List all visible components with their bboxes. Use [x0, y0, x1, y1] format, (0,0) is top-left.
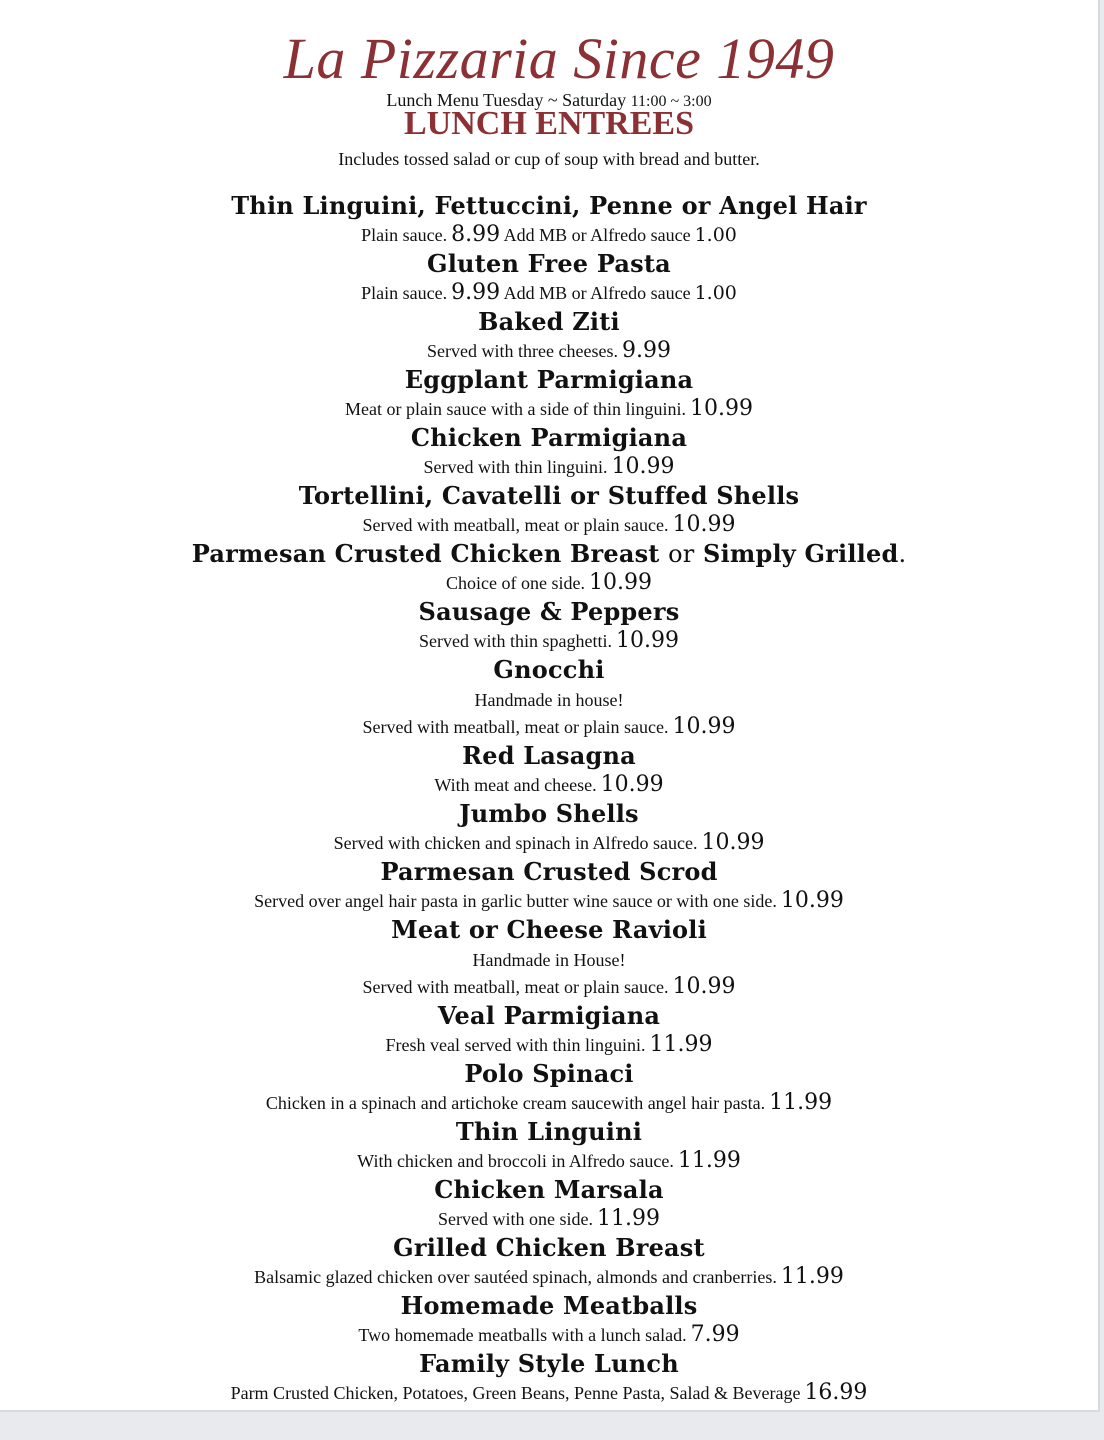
menu-item: [0, 654, 1098, 740]
menu-item: [0, 798, 1098, 856]
item-price: 10.99: [611, 454, 675, 479]
item-extra: Add MB or Alfredo sauce: [503, 283, 691, 303]
item-price: 11.99: [780, 1264, 844, 1289]
item-description: [0, 1264, 1098, 1290]
item-name-part: Simply Grilled: [703, 539, 899, 568]
item-name-period: .: [898, 540, 907, 568]
menu-item: [0, 422, 1098, 480]
item-name: Family Style Lunch: [419, 1349, 679, 1378]
menu-item: [0, 538, 1098, 596]
item-desc-text: Served with thin spaghetti.: [419, 631, 612, 651]
item-price: 10.99: [689, 396, 753, 421]
menu-item: [0, 740, 1098, 798]
item-extra-price: 1.00: [694, 282, 737, 304]
item-description: [0, 338, 1098, 364]
item-name: Chicken Marsala: [434, 1175, 664, 1204]
item-name: Gnocchi: [493, 655, 605, 684]
item-name-or: or: [668, 540, 695, 568]
menu-item: [0, 1000, 1098, 1058]
item-name: Parmesan Crusted Scrod: [380, 857, 718, 886]
item-name: Meat or Cheese Ravioli: [391, 915, 707, 944]
item-desc-text: Two homemade meatballs with a lunch salad.: [358, 1325, 687, 1345]
item-price: 9.99: [451, 280, 501, 305]
item-description: [0, 830, 1098, 856]
menu-item: [0, 1232, 1098, 1290]
item-desc-text: Served over angel hair pasta in garlic butter wine sauce or with one side.: [254, 891, 777, 911]
item-name: Sausage & Peppers: [418, 597, 680, 626]
item-name: Gluten Free Pasta: [427, 249, 671, 278]
menu-item: [0, 914, 1098, 1000]
includes-note: Includes tossed salad or cup of soup with bread and butter.: [338, 149, 760, 169]
item-price: 10.99: [672, 974, 736, 999]
item-name: Veal Parmigiana: [437, 1001, 661, 1030]
item-desc-text: Meat or plain sauce with a side of thin linguini.: [345, 399, 686, 419]
item-price: 16.99: [804, 1380, 868, 1405]
menu-item: [0, 1348, 1098, 1406]
menu-item: [0, 856, 1098, 914]
item-name: Polo Spinaci: [464, 1059, 634, 1088]
item-description: [0, 454, 1098, 480]
item-desc-text: Served with one side.: [438, 1209, 593, 1229]
item-price: 11.99: [649, 1032, 713, 1057]
menu-item: [0, 364, 1098, 422]
section-title: LUNCH ENTREES: [403, 105, 694, 142]
item-price: 10.99: [616, 628, 679, 653]
item-price: 8.99: [451, 222, 501, 247]
item-desc-text: Plain sauce.: [361, 283, 448, 303]
item-extra-price: 1.00: [694, 224, 737, 246]
menu-item: [0, 1290, 1098, 1348]
item-name: Eggplant Parmigiana: [404, 365, 694, 394]
lunch-days: Lunch Menu Tuesday ~ Saturday: [386, 90, 627, 110]
item-price: 7.99: [690, 1322, 740, 1347]
item-name: Grilled Chicken Breast: [393, 1233, 705, 1262]
item-price: 11.99: [769, 1090, 833, 1115]
item-desc-text: Served with three cheeses.: [427, 341, 618, 361]
menu-items: [0, 190, 1098, 1406]
menu-item: [0, 248, 1098, 306]
item-description: [0, 1148, 1098, 1174]
lunch-hours: 11:00 ~ 3:00: [630, 93, 712, 110]
item-description: [0, 280, 1098, 306]
item-description: [0, 570, 1098, 596]
item-desc-text: Plain sauce.: [361, 225, 448, 245]
item-price: 11.99: [677, 1148, 741, 1173]
item-price: 10.99: [600, 772, 664, 797]
menu-item: [0, 480, 1098, 538]
item-desc-text: Served with thin linguini.: [423, 457, 608, 477]
item-price: 10.99: [588, 570, 652, 595]
item-name: Tortellini, Cavatelli or Stuffed Shells: [298, 481, 800, 510]
item-description: [0, 1380, 1098, 1406]
menu-header: [0, 26, 1098, 171]
item-desc-text: Balsamic glazed chicken over sautéed spinach, almonds and cranberries.: [254, 1267, 777, 1287]
item-price: 10.99: [780, 888, 844, 913]
item-description: [0, 772, 1098, 798]
item-description: [0, 1032, 1098, 1058]
item-price: 10.99: [701, 830, 765, 855]
item-price: 10.99: [672, 512, 736, 537]
item-desc-text: With chicken and broccoli in Alfredo sauce.: [357, 1151, 674, 1171]
menu-item: [0, 1058, 1098, 1116]
item-desc-text: Chicken in a spinach and artichoke cream saucewith angel hair pasta.: [265, 1093, 766, 1113]
item-name: Homemade Meatballs: [400, 1291, 698, 1320]
item-price: 11.99: [596, 1206, 660, 1231]
item-desc-text: Served with meatball, meat or plain sauce.: [362, 977, 669, 997]
item-desc-text: Served with chicken and spinach in Alfredo sauce.: [333, 833, 698, 853]
item-description: [0, 888, 1098, 914]
item-desc-text: With meat and cheese.: [434, 775, 597, 795]
menu-item: [0, 596, 1098, 654]
item-description: [0, 1206, 1098, 1232]
menu-item: [0, 306, 1098, 364]
item-price: 10.99: [672, 714, 736, 739]
item-name: Thin Linguini, Fettuccini, Penne or Angel Hair: [231, 191, 867, 220]
item-note: Handmade in House!: [472, 950, 626, 970]
item-name: Red Lasagna: [462, 741, 636, 770]
item-name: Jumbo Shells: [459, 799, 639, 828]
item-description: [0, 714, 1098, 740]
item-description: [0, 1090, 1098, 1116]
item-extra: Add MB or Alfredo sauce: [503, 225, 691, 245]
item-description: [0, 1322, 1098, 1348]
item-description: [0, 512, 1098, 538]
item-description: [0, 396, 1098, 422]
menu-item: [0, 1174, 1098, 1232]
item-name: Baked Ziti: [478, 307, 620, 336]
item-note: Handmade in house!: [474, 690, 624, 710]
menu-item: [0, 1116, 1098, 1174]
item-description: [0, 222, 1098, 248]
restaurant-title: La Pizzaria Since 1949: [283, 26, 835, 91]
item-description: [0, 974, 1098, 1000]
item-name: [0, 538, 1098, 570]
item-description: [0, 628, 1098, 654]
menu-item: [0, 190, 1098, 248]
item-name: Thin Linguini: [455, 1117, 643, 1146]
item-desc-text: Served with meatball, meat or plain sauce.: [362, 515, 669, 535]
item-desc-text: Served with meatball, meat or plain sauce.: [362, 717, 669, 737]
item-desc-text: Choice of one side.: [446, 573, 585, 593]
item-desc-text: Parm Crusted Chicken, Potatoes, Green Beans, Penne Pasta, Salad & Beverage: [230, 1383, 801, 1403]
item-name-part: Parmesan Crusted Chicken Breast: [191, 539, 660, 568]
item-price: 9.99: [621, 338, 671, 363]
item-desc-text: Fresh veal served with thin linguini.: [385, 1035, 646, 1055]
item-name: Chicken Parmigiana: [410, 423, 688, 452]
